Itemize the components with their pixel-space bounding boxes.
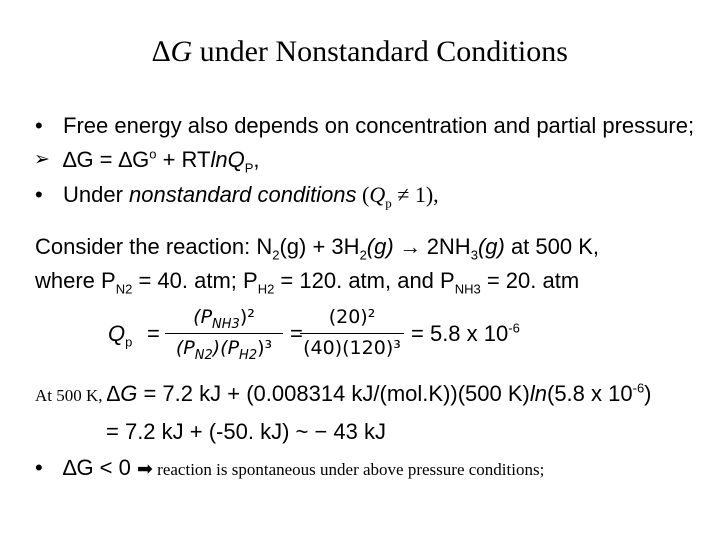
reaction-h2: + 3H [306, 234, 360, 259]
sub: H2 [257, 281, 275, 297]
title-delta: ∆ [152, 35, 171, 68]
title-g: G [170, 35, 193, 68]
eq-ln: ln [210, 147, 228, 172]
calc-line2: = 7.2 kJ + (-50. kJ) ~ − 43 kJ [106, 419, 387, 444]
eq-degree: o [149, 146, 157, 162]
calc-close: ) [644, 381, 652, 406]
frac1-numerator [163, 306, 285, 332]
pressure-lead: where P [35, 268, 116, 293]
eq-dg: ∆G = ∆G [63, 147, 150, 172]
pressure-h2: = 120. atm, and P [274, 268, 455, 293]
sub: NH3 [454, 281, 481, 297]
sup: )³ [257, 337, 273, 359]
qp-equals-2: = [290, 321, 303, 346]
state: (g) [477, 234, 505, 259]
sub: 2 [359, 247, 367, 263]
reaction-n2: N [256, 234, 273, 259]
sub: 3 [470, 247, 478, 263]
conclusion-statement: reaction is spontaneous under above pressure conditions; [152, 460, 545, 479]
qp-label [108, 321, 133, 350]
qp-result [411, 321, 520, 347]
dg-calc-text [35, 381, 652, 409]
pressure-n2: = 40. atm; P [132, 268, 258, 293]
b3-pre: Under [63, 182, 130, 207]
q: Q [108, 321, 126, 346]
pressures-text [35, 268, 580, 297]
sub: N2 [115, 281, 133, 297]
eq-q-sub: P [244, 160, 254, 176]
sup: -6 [508, 320, 520, 336]
title-text: under Nonstandard Conditions [192, 35, 568, 68]
frac2-denominator: (40)(120)³ [303, 337, 401, 359]
b3-em: nonstandard conditions [129, 182, 357, 207]
calc-line1: = 7.2 kJ + (0.008314 kJ/(mol.K))(500 K) [137, 381, 530, 406]
state: (g) [366, 234, 394, 259]
bullet-3-text [63, 182, 439, 211]
b3-open: ( [356, 182, 370, 207]
frac2-numerator: (20)² [328, 306, 376, 328]
sub: N2 [194, 347, 213, 363]
den-mid: )(P [212, 337, 240, 359]
b3-q: Q [369, 182, 386, 207]
state: (g) [279, 234, 307, 259]
sub: 2 [272, 247, 280, 263]
reaction-nh3: 2NH [426, 234, 471, 259]
reaction-tail: at 500 K, [504, 234, 600, 259]
result: = 5.8 x 10 [411, 321, 509, 346]
reaction-lead: Consider the reaction: [35, 234, 257, 259]
calc-line1b: (5.8 x 10 [547, 381, 633, 406]
bullet-marker: • [35, 113, 43, 138]
eq-q: Q [227, 147, 245, 172]
qp-equals-1: = [147, 321, 160, 346]
frac2-line [300, 333, 404, 334]
eq-end: , [253, 147, 260, 172]
num: (P [193, 306, 213, 328]
den: (P [175, 337, 195, 359]
bullet-marker: • [35, 455, 43, 480]
b3-rest: ≠ 1), [391, 182, 439, 207]
right-arrow-icon: ➡ [137, 459, 153, 480]
conclusion-dg: ∆G < 0 [63, 455, 137, 480]
reaction-text [35, 234, 600, 263]
slide-title [0, 34, 720, 70]
bullet-2-equation [63, 146, 260, 176]
arrow-bullet-icon: ➢ [34, 149, 50, 170]
calc-dg: ∆G [106, 381, 138, 406]
sub: H2 [239, 347, 258, 363]
pressure-nh3: = 20. atm [480, 268, 580, 293]
b3-q-sub: p [385, 195, 392, 211]
calc-prefix: At 500 K, [35, 386, 107, 405]
bullet-1-text: Free energy also depends on concentration and partial pressure; [63, 113, 695, 138]
sup: -6 [632, 380, 645, 396]
conclusion-text [63, 455, 544, 483]
bullet-marker: • [35, 182, 43, 207]
frac1-line [165, 333, 283, 334]
calc-ln: ln [529, 381, 547, 406]
frac1-denominator [163, 337, 285, 363]
reaction-arrow: → [393, 234, 427, 259]
sup: )² [239, 306, 255, 328]
eq-rt: + RT [156, 147, 211, 172]
sub: p [125, 334, 133, 350]
sub: NH3 [212, 316, 240, 332]
